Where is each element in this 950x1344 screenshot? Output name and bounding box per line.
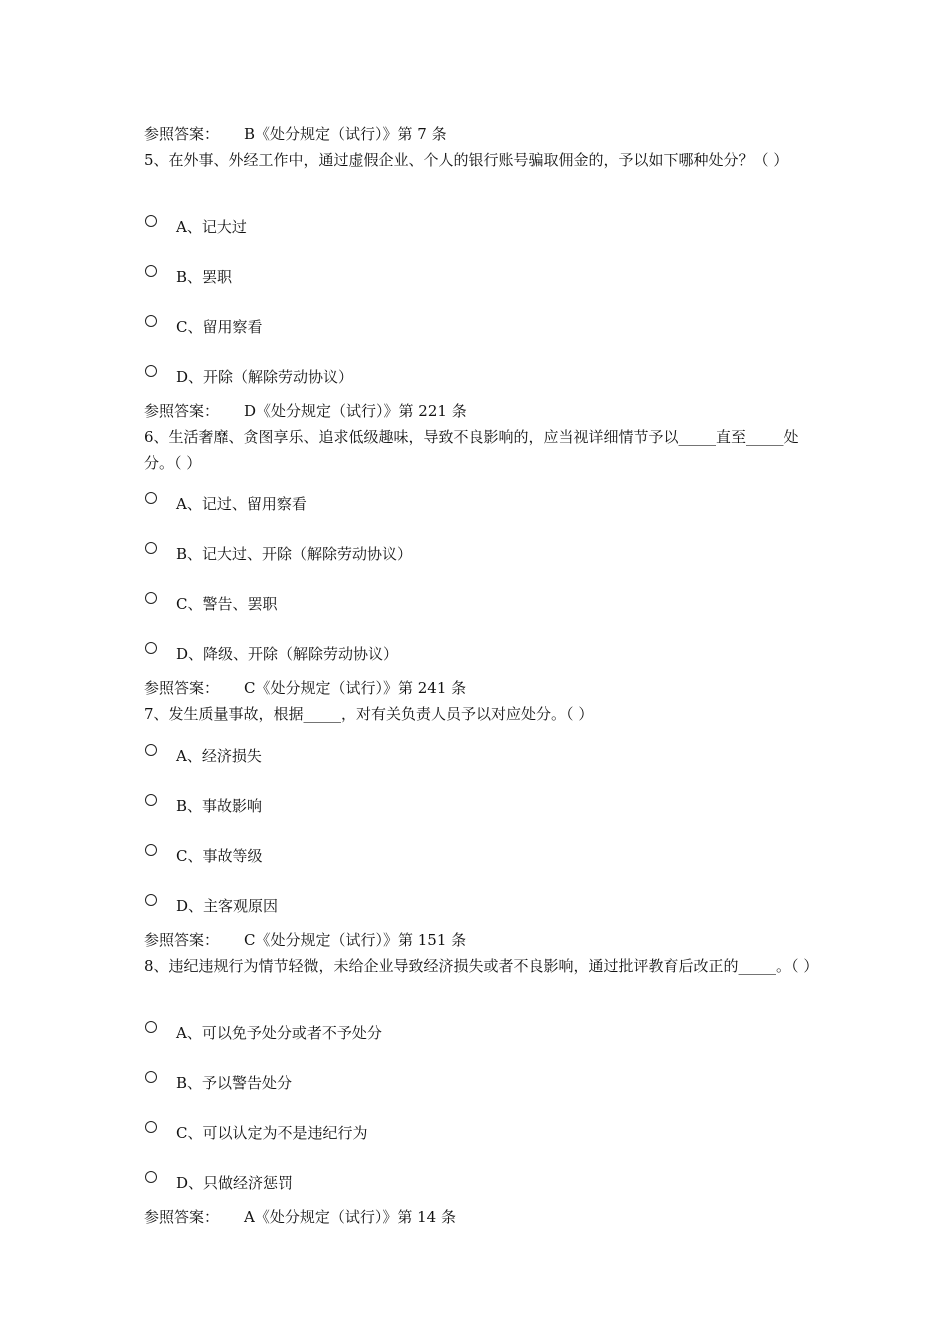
question-7: 7、发生质量事故，根据_____，对有关负责人员予以对应处分。（ ） [144,705,594,723]
option-label: D、主客观原因 [176,897,279,915]
radio-button[interactable] [145,1071,157,1083]
option-label: C、可以认定为不是违纪行为 [176,1124,368,1142]
radio-button[interactable] [145,365,157,377]
option-label: D、降级、开除（解除劳动协议） [176,645,399,663]
radio-button[interactable] [145,265,157,277]
radio-button[interactable] [145,844,157,856]
document-page [144,121,824,1230]
option-label: A、记过、留用察看 [176,495,307,513]
radio-button[interactable] [145,744,157,756]
option-label: B、罢职 [176,268,233,286]
option-8a[interactable] [144,1020,824,1070]
answer-label: 参照答案： [144,402,220,420]
radio-button[interactable] [145,215,157,227]
option-7a[interactable] [144,743,824,793]
option-label: B、记大过、开除（解除劳动协议） [176,545,413,563]
option-6b[interactable] [144,541,824,591]
answer-label: 参照答案： [144,1208,220,1226]
option-label: B、予以警告处分 [176,1074,293,1092]
answer-text: B《处分规定（试行）》第 7 条 [244,125,447,143]
answer-text: D《处分规定（试行）》第 221 条 [244,402,467,420]
radio-button[interactable] [145,1171,157,1183]
question-6: 6、生活奢靡、贪图享乐、追求低级趣味，导致不良影响的，应当视详细情节予以_____直至_____处分。（ ） [144,428,799,472]
radio-button[interactable] [145,1021,157,1033]
option-label: B、事故影响 [176,797,263,815]
option-5d[interactable] [144,364,824,398]
answer-label: 参照答案： [144,679,220,697]
question-8: 8、违纪违规行为情节轻微，未给企业导致经济损失或者不良影响，通过批评教育后改正的_____。（ ） [144,957,819,975]
radio-button[interactable] [145,592,157,604]
reference-answer [144,675,824,701]
radio-button[interactable] [145,1121,157,1133]
option-8b[interactable] [144,1070,824,1120]
question-5: 5、在外事、外经工作中，通过虚假企业、个人的银行账号骗取佣金的，予以如下哪种处分？（ ） [144,151,789,169]
option-5b[interactable] [144,264,824,314]
reference-answer [144,121,824,147]
option-label: C、留用察看 [176,318,263,336]
option-label: C、事故等级 [176,847,263,865]
radio-button[interactable] [145,315,157,327]
option-7b[interactable] [144,793,824,843]
option-6c[interactable] [144,591,824,641]
option-6d[interactable] [144,641,824,675]
answer-label: 参照答案： [144,931,220,949]
radio-button[interactable] [145,894,157,906]
radio-button[interactable] [145,794,157,806]
answer-label: 参照答案： [144,125,220,143]
option-7d[interactable] [144,893,824,927]
option-label: A、记大过 [176,218,247,236]
answer-text: A《处分规定（试行）》第 14 条 [244,1208,456,1226]
reference-answer [144,398,824,424]
reference-answer-final [144,1204,824,1230]
radio-button[interactable] [145,542,157,554]
option-6a[interactable] [144,491,824,541]
radio-button[interactable] [145,642,157,654]
option-label: D、开除（解除劳动协议） [176,368,354,386]
radio-button[interactable] [145,492,157,504]
option-8c[interactable] [144,1120,824,1170]
option-label: C、警告、罢职 [176,595,278,613]
option-label: D、只做经济惩罚 [176,1174,294,1192]
option-label: A、可以免予处分或者不予处分 [176,1024,382,1042]
reference-answer [144,927,824,953]
answer-text: C《处分规定（试行）》第 241 条 [244,679,467,697]
option-5c[interactable] [144,314,824,364]
option-5a[interactable] [144,214,824,264]
option-label: A、经济损失 [176,747,262,765]
option-8d[interactable] [144,1170,824,1204]
answer-text: C《处分规定（试行）》第 151 条 [244,931,467,949]
option-7c[interactable] [144,843,824,893]
